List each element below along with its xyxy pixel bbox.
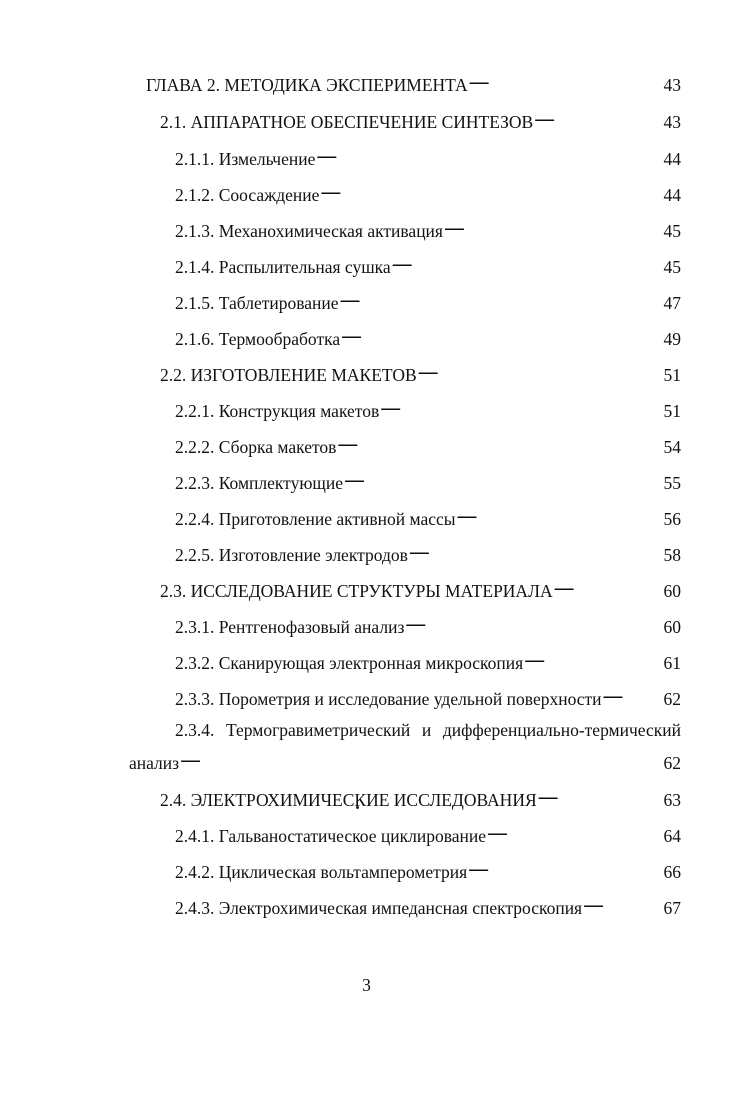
toc-entry-page: 58	[663, 545, 681, 565]
dot-leader	[603, 683, 663, 705]
toc-entry-2-2-2	[175, 431, 681, 458]
toc-entry-2-2-1	[175, 395, 681, 422]
toc-entry-2-1-4	[175, 251, 681, 278]
toc-entry-title-continued: анализ	[129, 753, 180, 773]
toc-entry-page: 64	[663, 826, 681, 846]
toc-entry-page: 66	[663, 862, 681, 882]
dot-leader	[554, 575, 663, 597]
dot-leader	[487, 820, 663, 842]
toc-entry-2-3-1	[175, 611, 681, 638]
toc-entry-2-2-3	[175, 467, 681, 494]
toc-entry-title: 2.3.1. Рентгенофазовый анализ	[175, 617, 405, 637]
toc-entry-2-1-6	[175, 323, 681, 350]
dot-leader	[405, 611, 662, 633]
toc-entry-2-3-4-line1	[175, 719, 681, 741]
toc-entry-page: 62	[663, 689, 681, 709]
toc-entry-page: 44	[663, 185, 681, 205]
toc-entry-title: 2.1.3. Механохимическая активация	[175, 221, 443, 241]
toc-entry-2-2-5	[175, 539, 681, 566]
toc-entry-2-4-3	[175, 892, 681, 919]
toc-entry-page: 61	[663, 653, 681, 673]
toc-entry-page: 44	[663, 149, 681, 169]
toc-entry-page: 45	[663, 257, 681, 277]
dot-leader	[468, 856, 662, 878]
toc-entry-2-4-2	[175, 856, 681, 883]
toc-entry-title: 2.2. ИЗГОТОВЛЕНИЕ МАКЕТОВ	[160, 365, 417, 385]
toc-entry-2-3	[160, 575, 681, 602]
toc-entry-title: 2.4.1. Гальваностатическое циклирование	[175, 826, 486, 846]
dot-leader	[380, 395, 662, 417]
dot-leader	[418, 359, 663, 381]
dot-leader	[524, 647, 662, 669]
toc-entry-2-3-3	[175, 683, 681, 710]
toc-entry-title: 2.2.2. Сборка макетов	[175, 437, 337, 457]
toc-entry-title: 2.4.3. Электрохимическая импедансная спектроскопия	[175, 898, 583, 918]
toc-entry-page: 60	[663, 581, 681, 601]
dot-leader	[444, 215, 663, 237]
toc-entry-title: ГЛАВА 2. МЕТОДИКА ЭКСПЕРИМЕНТА	[146, 75, 468, 95]
dot-leader	[409, 539, 663, 561]
toc-entry-title: 2.1. АППАРАТНОЕ ОБЕСПЕЧЕНИЕ СИНТЕЗОВ	[160, 112, 534, 132]
dot-leader	[344, 467, 662, 489]
toc-entry-title: 2.1.2. Соосаждение	[175, 185, 320, 205]
dot-leader	[180, 747, 662, 769]
dot-leader	[337, 431, 662, 453]
toc-entry-title: 2.2.4. Приготовление активной массы	[175, 509, 456, 529]
toc-entry-title: 2.4.2. Циклическая вольтамперометрия	[175, 862, 468, 882]
toc-entry-title: 2.4. ЭЛЕКТРОХИМИЧЕСКИЕ ИССЛЕДОВАНИЯ	[160, 790, 537, 810]
toc-entry-page: 56	[663, 509, 681, 529]
toc-entry-page: 67	[663, 898, 681, 918]
dot-leader	[341, 323, 662, 345]
toc-entry-title: 2.2.3. Комплектующие	[175, 473, 344, 493]
dot-leader	[392, 251, 663, 273]
toc-entry-title: 2.1.4. Распылительная сушка	[175, 257, 391, 277]
toc-entry-page: 51	[663, 365, 681, 385]
toc-entry-2-1	[160, 106, 681, 133]
toc-entry-page: 43	[663, 112, 681, 132]
dot-leader	[469, 69, 663, 91]
toc-entry-2-1-3	[175, 215, 681, 242]
toc-entry-2-2	[160, 359, 681, 386]
toc-entry-title: 2.3.4. Термогравиметрический и дифференциально-термический	[175, 720, 681, 740]
dot-leader	[534, 106, 662, 128]
dot-leader	[583, 892, 662, 914]
toc-entry-title: 2.3.3. Порометрия и исследование удельной поверхности	[175, 689, 602, 709]
dot-leader	[316, 143, 662, 165]
toc-entry-page: 55	[663, 473, 681, 493]
toc-entry-title: 2.2.1. Конструкция макетов	[175, 401, 380, 421]
toc-entry-page: 47	[663, 293, 681, 313]
toc-entry-title: 2.1.5. Таблетирование	[175, 293, 339, 313]
toc-entry-page: 43	[663, 75, 681, 95]
toc-entry-page: 51	[663, 401, 681, 421]
toc-entry-2-4	[160, 784, 681, 811]
toc-entry-title: 2.1.6. Термообработка	[175, 329, 341, 349]
toc-entry-title: 2.2.5. Изготовление электродов	[175, 545, 408, 565]
toc-entry-page: 45	[663, 221, 681, 241]
dot-leader	[538, 784, 663, 806]
dot-leader	[340, 287, 663, 309]
toc-entry-page: 63	[663, 790, 681, 810]
toc-entry-page: 54	[663, 437, 681, 457]
toc-entry-page: 49	[663, 329, 681, 349]
toc-entry-2-3-4-line2	[129, 747, 681, 774]
toc-entry-2-1-2	[175, 179, 681, 206]
toc-entry-title: 2.1.1. Измельчение	[175, 149, 316, 169]
toc-entry-2-2-4	[175, 503, 681, 530]
page-number: 3	[362, 975, 371, 995]
toc-entry-page: 60	[663, 617, 681, 637]
toc-entry-title: 2.3.2. Сканирующая электронная микроскопия	[175, 653, 524, 673]
toc-entry-2-1-1	[175, 143, 681, 170]
dot-leader	[457, 503, 663, 525]
toc-entry-chapter-2	[146, 69, 681, 96]
toc-entry-page: 62	[663, 753, 681, 773]
toc-entry-2-1-5	[175, 287, 681, 314]
toc-entry-2-3-2	[175, 647, 681, 674]
toc-entry-2-4-1	[175, 820, 681, 847]
toc-entry-title: 2.3. ИССЛЕДОВАНИЕ СТРУКТУРЫ МАТЕРИАЛА	[160, 581, 553, 601]
dot-leader	[320, 179, 662, 201]
